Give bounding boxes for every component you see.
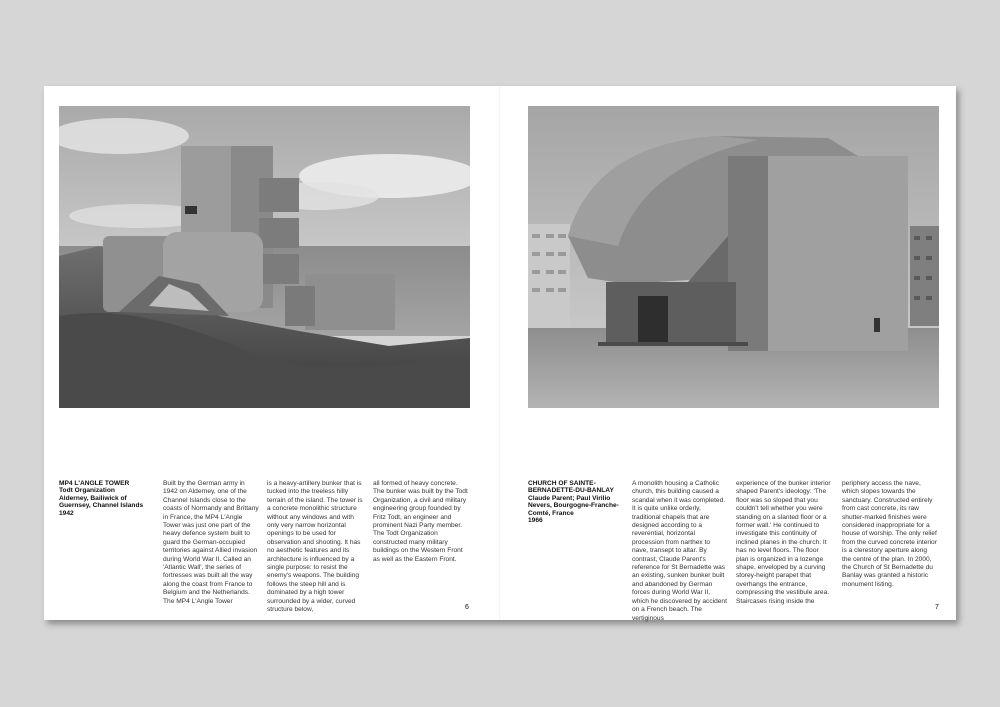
body-column-right-2: experience of the bunker interior shaped Parent's ideology: 'The floor was so sloped that you couldn't tell whether you were standing on a slanted floor or a former wall.' He continued to investigate this continuity of inclined planes in the church. It has no level floors. The floor plan is organized in a lozenge shape, enveloped by a curving storey-height parapet that overhangs the entrance, compressing the vestibule area. Staircases rising inside the (736, 480, 831, 605)
caption-architect: Claude Parent; Paul Virilio (528, 494, 611, 502)
caption-year: 1942 (59, 509, 74, 517)
body-column-left-3: all formed of heavy concrete. The bunker was built by the Todt Organization, a civil and military engineering group founded by Fritz Todt, an engineer and prominent Nazi Party member. The Todt Organization constructed many military buildings on the Western Front as well as the Eastern Front. (373, 480, 468, 563)
photo-sainte-bernadette-church-image (528, 106, 939, 408)
body-column-left-2: is a heavy-artillery bunker that is tucked into the treeless hilly terrain of the island. The tower is a concrete monolithic structure without any windows and with only very narrow horizontal openings to be used for observation and shooting. It has no aesthetic features and its architecture is influenced by a single purpose: to resist the enemy's weapons. The building follows the steep hill and is dominated by a high tower surrounded by a wider, curved structure below, (267, 480, 363, 614)
photo-mp4-tower (59, 106, 470, 408)
caption-mp4-tower (59, 480, 157, 517)
book-gutter (499, 86, 501, 620)
body-column-right-1: A monolith housing a Catholic church, this building caused a scandal when it was completed. It is quite unlike orderly, traditional chapels that are designed according to a reverential, horizontal procession from narthex to nave, transept to altar. By contrast, Claude Parent's reference for St Bernadette was an existing, sunken bunker built and abandoned by German forces during World War II, which he discovered by accident on a French beach. The vertiginous (632, 480, 727, 622)
body-column-right-3: periphery access the nave, which slopes towards the sanctuary. Constructed entirely from cast concrete, its raw shutter-marked finishes were considered inappropriate for a house of worship. The only relief from the curved concrete interior is a clerestory aperture along the centre of the plan. In 2000, the Church of St Bernadette du Banlay was granted a historic monument listing. (842, 480, 937, 588)
caption-year: 1966 (528, 517, 543, 525)
caption-architect: Todt Organization (59, 487, 115, 495)
page-number-left: 6 (465, 604, 469, 611)
caption-sainte-bernadette (528, 480, 626, 524)
book-spread (44, 86, 956, 620)
caption-title: MP4 L'ANGLE TOWER (59, 480, 130, 487)
page-number-right: 7 (935, 604, 939, 611)
body-column-left-1: Built by the German army in 1942 on Alderney, one of the Channel Islands close to the coasts of Normandy and Brittany in France, the MP4 L'Angle Tower was just one part of the heavy defence system built to guard the German-occupied territories against Allied invasion during World War II. Called an 'Atlantic Wall', the series of fortresses was built all the way along the coast from France to Belgium and the Netherlands. The MP4 L'Angle Tower (163, 480, 259, 605)
caption-location: Nevers, Bourgogne-Franche-Comté, France (528, 502, 619, 517)
photo-sainte-bernadette-church (528, 106, 939, 408)
photo-mp4-tower-image (59, 106, 470, 408)
caption-title: CHURCH OF SAINTE-BERNADETTE-DU-BANLAY (528, 480, 614, 495)
caption-location: Alderney, Bailiwick of Guernsey, Channel Islands (59, 494, 144, 510)
